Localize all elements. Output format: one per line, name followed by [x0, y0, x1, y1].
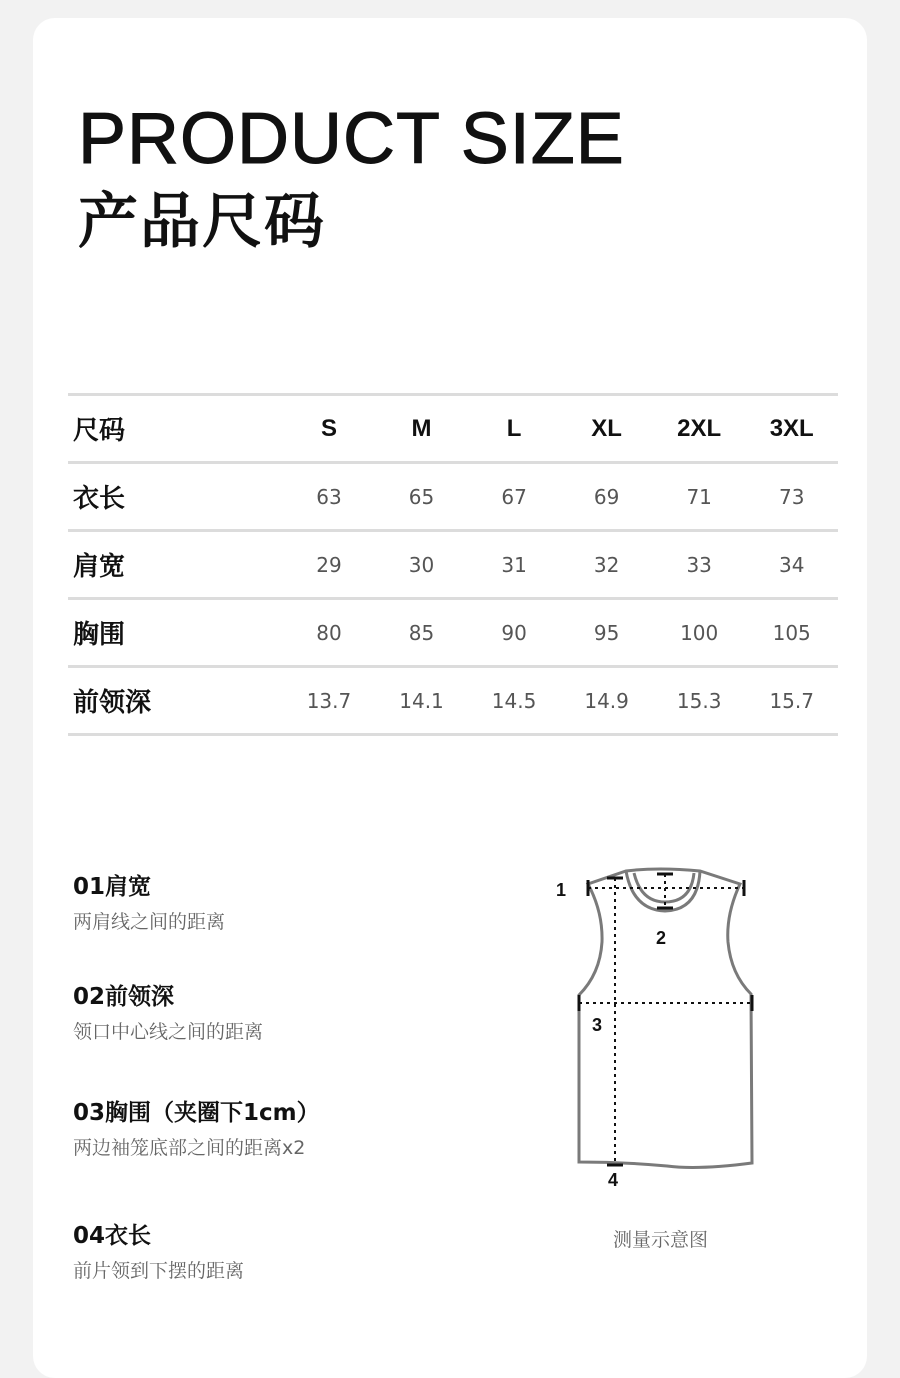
- size-table: [68, 393, 838, 736]
- size-column-l: L: [506, 414, 522, 442]
- table-cell: 73: [778, 484, 805, 509]
- table-cell: 14.5: [491, 688, 537, 713]
- size-column-xl: XL: [591, 414, 622, 442]
- row-label: 前领深: [73, 688, 152, 718]
- marker-2: 2: [656, 928, 667, 948]
- table-cell: 15.3: [676, 688, 722, 713]
- table-cell: 100: [680, 620, 719, 645]
- diagram-caption: 测量示意图: [613, 1229, 709, 1251]
- size-column-m: M: [411, 414, 432, 442]
- row-label: 肩宽: [73, 552, 126, 582]
- table-cell: 63: [316, 484, 342, 509]
- marker-1: 1: [556, 880, 567, 900]
- table-cell: 65: [408, 484, 435, 509]
- measure-note-chest: [73, 1094, 320, 1160]
- table-cell: 30: [408, 552, 435, 577]
- table-row: [68, 464, 838, 532]
- table-cell: 14.9: [584, 688, 629, 713]
- measure-note-title: 04衣长: [73, 1223, 152, 1249]
- size-table-header: [68, 396, 838, 464]
- measure-note-title: 03胸围（夹圈下1cm）: [73, 1100, 320, 1126]
- table-row: [68, 532, 838, 600]
- table-cell: 105: [772, 620, 811, 645]
- table-cell: 95: [593, 620, 620, 645]
- table-cell: 71: [686, 484, 712, 509]
- measure-note-title: 01肩宽: [73, 874, 152, 900]
- measure-note-length: [73, 1217, 244, 1283]
- table-cell: 15.7: [769, 688, 814, 713]
- table-cell: 13.7: [306, 688, 352, 713]
- table-cell: 67: [501, 484, 527, 509]
- table-cell: 33: [686, 552, 712, 577]
- marker-4: 4: [608, 1170, 619, 1190]
- table-cell: 69: [593, 484, 620, 509]
- size-column-2xl: 2XL: [677, 414, 722, 442]
- table-cell: 14.1: [399, 688, 444, 713]
- page-title-cn: 产品尺码: [78, 187, 326, 257]
- row-label: 胸围: [73, 620, 126, 650]
- table-cell: 85: [408, 620, 435, 645]
- measure-note-shoulder: [73, 868, 225, 934]
- size-header-label: 尺码: [73, 416, 126, 446]
- measure-note-desc: 前片领到下摆的距离: [73, 1260, 245, 1282]
- measure-note-title: 02前领深: [73, 984, 175, 1010]
- row-label: 衣长: [73, 484, 126, 514]
- size-column-3xl: 3XL: [769, 414, 814, 442]
- table-cell: 80: [316, 620, 342, 645]
- table-cell: 31: [501, 552, 527, 577]
- page-title-en: PRODUCT SIZE: [78, 99, 625, 179]
- table-cell: 34: [778, 552, 805, 577]
- tank-body-outline: [579, 869, 752, 1167]
- measure-note-desc: 领口中心线之间的距离: [73, 1021, 264, 1043]
- size-column-s: S: [320, 414, 337, 442]
- table-cell: 90: [501, 620, 527, 645]
- table-cell: 29: [316, 552, 342, 577]
- marker-3: 3: [592, 1015, 603, 1035]
- tank-top-outline-icon: [548, 862, 770, 1192]
- table-row: [68, 600, 838, 668]
- table-cell: 32: [593, 552, 620, 577]
- measure-note-desc: 两边袖笼底部之间的距离x2: [73, 1137, 306, 1159]
- table-row: [68, 668, 838, 736]
- measure-note-neck-depth: [73, 978, 263, 1044]
- measure-note-desc: 两肩线之间的距离: [73, 911, 226, 933]
